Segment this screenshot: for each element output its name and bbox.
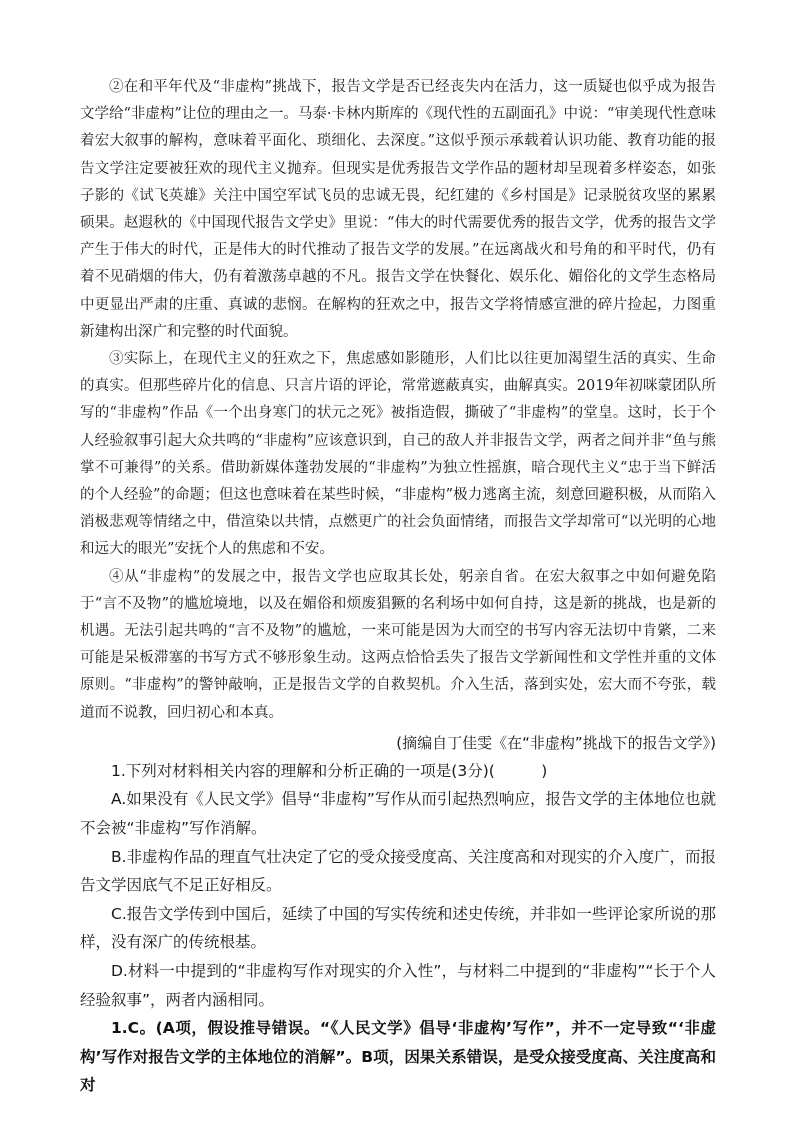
passage-paragraph-4: ④从“非虚构”的发展之中，报告文学也应取其长处，躬亲自省。在宏大叙事之中如何避免陷于“言不及物”的尴尬境地，以及在媚俗和烦废猖獗的名利场中如何自持，这是新的挑战，也是新的机遇。无法引起共鸣的“言不及物”的尴尬，一来可能是因为大而空的书写内容无法切中肯綮，二来可能是呆板滞塞的书写方式不够形象生动。这两点恰恰丢失了报告文学新闻性和文学性并重的文体原则。“非虚构”的警钟敲响，正是报告文学的自救契机。介入生活，落到实处，宏大而不夸张，载道而不说教，回归初心和本真。 — [80, 568, 716, 721]
passage-paragraph-3: ③实际上，在现代主义的狂欢之下，焦虑感如影随形，人们比以往更加渴望生活的真实、生命的真实。但那些碎片化的信息、只言片语的评论，常常遮蔽真实，曲解真实。2019年初咪蒙团队所写的“非虚构”作品《一个出身寒门的状元之死》被指造假，撕破了“非虚构”的堂皇。这时，长于个人经验叙事引起大众共鸣的“非虚构”应该意识到，自己的敌人并非报告文学，两者之间并非“鱼与熊掌不可兼得”的关系。借助新媒体蓬勃发展的“非虚构”为独立性摇旗，暗合现代主义“忠于当下鲜活的个人经验”的命题；但这也意味着在某些时候，“非虚构”极力逃离主流，刻意回避积极，从而陷入消极悲观等情绪之中，借渲染以共情，点燃更广的社会负面情绪，而报告文学却常可“以光明的心地和远大的眼光”安抚个人的焦虑和不安。 — [80, 351, 716, 558]
option-c: C.报告文学传到中国后，延续了中国的写实传统和述史传统，并非如一些评论家所说的那样，没有深广的传统根基。 — [80, 904, 716, 952]
question-stem: 1.下列对材料相关内容的理解和分析正确的一项是(3分)( ) — [111, 761, 548, 780]
option-b: B.非虚构作品的理直气壮决定了它的受众接受度高、关注度高和对现实的介入度广，而报告文学因底气不足正好相反。 — [80, 847, 716, 895]
option-d: D.材料一中提到的“非虚构写作对现实的介入性”，与材料二中提到的“非虚构”“长于个人经验叙事”，两者内涵相同。 — [80, 962, 716, 1009]
answer-explanation: 1.C。(A项，假设推导错误。“《人民文学》倡导‘非虚构’写作”，并不一定导致“‘非虚构’写作对报告文学的主体地位的消解”。B项，因果关系错误，是受众接受度高、关注度高和对 — [80, 1019, 716, 1095]
option-a: A.如果没有《人民文学》倡导“非虚构”写作从而引起热烈响应，报告文学的主体地位也就不会被“非虚构”写作消解。 — [80, 790, 716, 838]
passage-source: (摘编自丁佳雯《在“非虚构”挑战下的报告文学》) — [396, 733, 716, 752]
passage-paragraph-2: ②在和平年代及“非虚构”挑战下，报告文学是否已经丧失内在活力，这一质疑也似乎成为报告文学给“非虚构”让位的理由之一。马泰·卡林内斯库的《现代性的五副面孔》中说：“审美现代性意味着宏大叙事的解构，意味着平面化、琐细化、去深度。”这似乎预示承载着认识功能、教育功能的报告文学注定要被狂欢的现代主义抛弃。但现实是优秀报告文学作品的题材却呈现着多样姿态，如张子影的《试飞英雄》关注中国空军试飞员的忠诚无畏，纪红建的《乡村国是》记录脱贫攻坚的累累硕果。赵遐秋的《中国现代报告文学史》里说：“伟大的时代需要优秀的报告文学，优秀的报告文学产生于伟大的时代，正是伟大的时代推动了报告文学的发展。”在远离战火和号角的和平时代，仍有着不见硝烟的伟大，仍有着激荡卓越的不凡。报告文学在快餐化、娱乐化、媚俗化的文学生态格局中更显出严肃的庄重、真诚的悲悯。在解构的狂欢之中，报告文学将情感宣泄的碎片捡起，力图重新建构出深广和完整的时代面貌。 — [80, 79, 716, 340]
